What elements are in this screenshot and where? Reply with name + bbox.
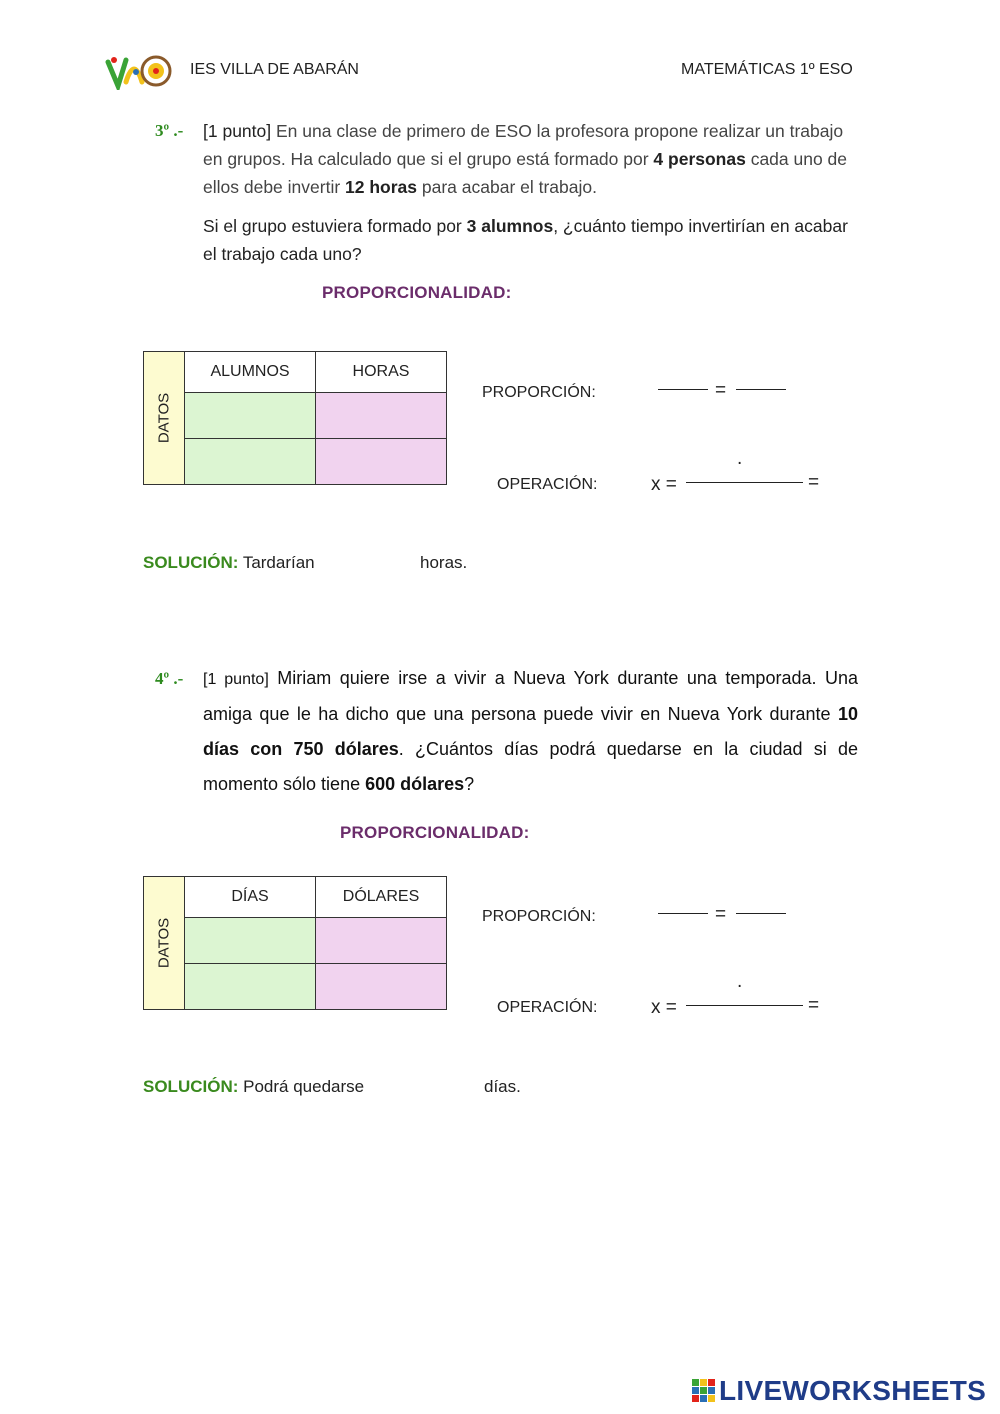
ex4-points: [1 punto] (203, 671, 269, 688)
ex3-dot: . (737, 448, 743, 469)
ex4-number: 4º .- (155, 669, 184, 688)
school-logo (104, 52, 172, 90)
ex4-fraction-line[interactable] (686, 1005, 803, 1006)
ex4-operacion-label: OPERACIÓN: (497, 999, 598, 1016)
ex3-points: [1 punto] (203, 121, 272, 141)
ex4-data-table (143, 876, 447, 1010)
ex3-data-table (143, 351, 447, 485)
ex4-col-dias: DÍAS (185, 877, 316, 918)
liveworksheets-brand[interactable]: LIVEWORKSHEETS (719, 1375, 987, 1406)
ex3-proporcion-label: PROPORCIÓN: (482, 384, 596, 401)
ex3-prop-right-blank[interactable] (736, 389, 786, 390)
subject-name: MATEMÁTICAS 1º ESO (681, 61, 853, 78)
ex4-input-dias-2[interactable] (185, 964, 316, 1010)
ex4-input-dias-1[interactable] (185, 918, 316, 964)
ex3-number: 3º .- (155, 121, 184, 140)
ex4-prop-left-blank[interactable] (658, 913, 708, 914)
ex3-col-alumnos: ALUMNOS (185, 352, 316, 393)
ex3-statement: [1 punto] En una clase de primero de ESO la profesora propone realizar un trabajo en grupos. Ha calculado que si el grupo está formado por 4 personas cada uno de ellos debe invertir 12 horas para acabar el trabajo. (203, 121, 848, 197)
liveworksheets-grid-icon (692, 1379, 716, 1403)
ex4-input-dolares-2[interactable] (316, 964, 447, 1010)
ex3-datos-label: DATOS (144, 352, 185, 485)
ex3-col-horas: HORAS (316, 352, 447, 393)
ex4-result-equals: = (808, 995, 820, 1016)
ex3-input-horas-2[interactable] (316, 439, 447, 485)
school-logo-icon (104, 52, 172, 90)
ex4-solution: SOLUCIÓN: Podrá quedarse (143, 1077, 365, 1096)
ex4-col-dolares: DÓLARES (316, 877, 447, 918)
ex3-operacion-label: OPERACIÓN: (497, 476, 598, 493)
ex4-solution-unit: días. (484, 1077, 521, 1096)
school-name: IES VILLA DE ABARÁN (190, 61, 359, 78)
ex3-solution: SOLUCIÓN: Tardarían (143, 553, 315, 572)
ex4-title: PROPORCIONALIDAD: (340, 823, 530, 842)
ex3-x-equals: x = (651, 474, 677, 495)
ex3-input-alumnos-2[interactable] (185, 439, 316, 485)
ex3-question: Si el grupo estuviera formado por 3 alumnos, ¿cuánto tiempo invertirían en acabar el trabajo cada uno? (203, 216, 848, 264)
ex3-solution-unit: horas. (420, 553, 468, 572)
ex4-x-equals: x = (651, 997, 677, 1018)
ex4-statement: [1 punto] Miriam quiere irse a vivir a Nueva York durante una temporada. Una amiga que le ha dicho que una persona puede vivir en Nueva York durante 10 días con 750 dólares. ¿Cuántos días podrá quedarse en la ciudad si de momento sólo tiene 600 dólares? (203, 668, 859, 794)
ex4-input-dolares-1[interactable] (316, 918, 447, 964)
ex4-proporcion-label: PROPORCIÓN: (482, 908, 596, 925)
ex4-dot: . (737, 971, 743, 992)
ex4-prop-equals: = (715, 904, 727, 925)
ex3-fraction-line[interactable] (686, 482, 803, 483)
ex4-datos-label: DATOS (144, 877, 185, 1010)
liveworksheets-logo (692, 1376, 986, 1406)
ex3-result-equals: = (808, 472, 820, 493)
ex3-input-alumnos-1[interactable] (185, 393, 316, 439)
ex3-prop-equals: = (715, 380, 727, 401)
ex3-input-horas-1[interactable] (316, 393, 447, 439)
ex3-title: PROPORCIONALIDAD: (322, 283, 512, 302)
ex4-prop-right-blank[interactable] (736, 913, 786, 914)
ex3-prop-left-blank[interactable] (658, 389, 708, 390)
